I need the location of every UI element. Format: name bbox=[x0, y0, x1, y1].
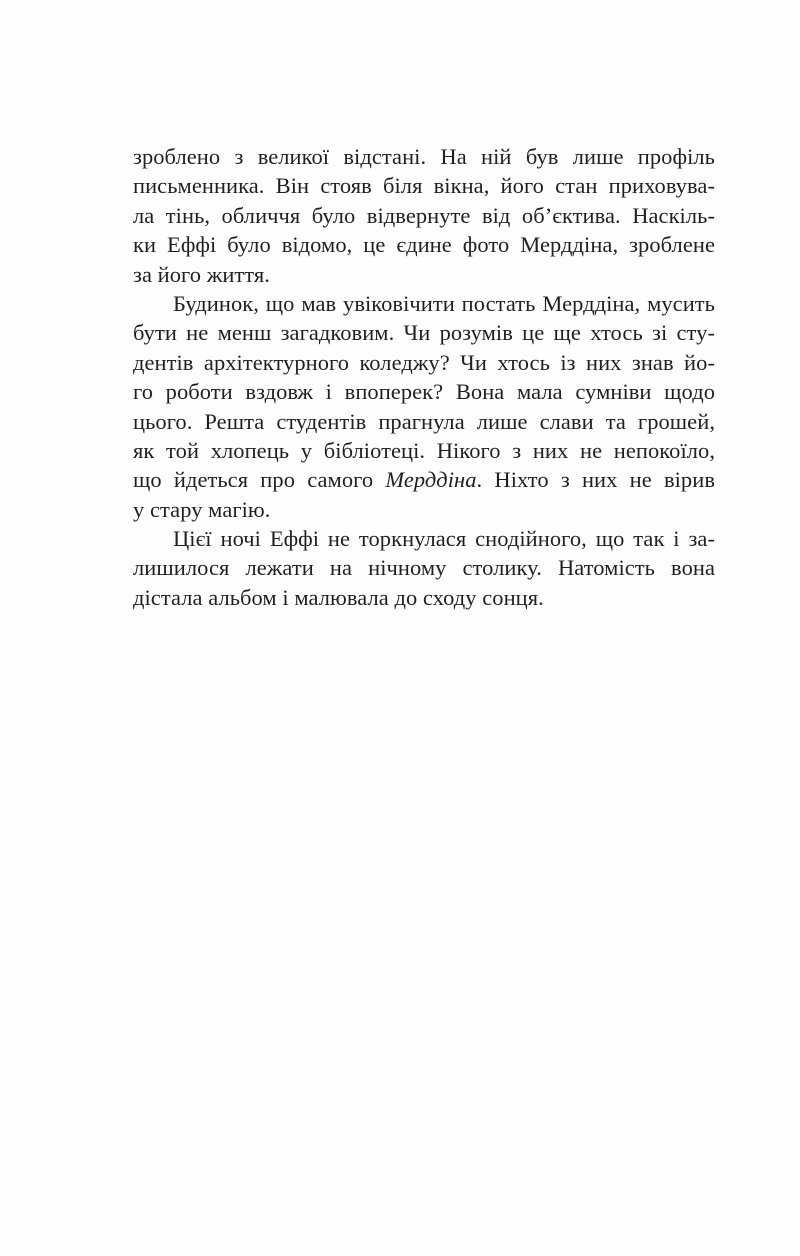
text-line: за його життя. bbox=[133, 261, 270, 287]
text-line-with-italic bbox=[133, 465, 715, 494]
text-line: ла тінь, обличчя було відвернуте від об’єктива. Наскіль- bbox=[133, 202, 715, 228]
text-line: лишилося лежати на нічному столику. Натомість вона bbox=[133, 555, 715, 581]
paragraph-3 bbox=[133, 524, 715, 612]
text-line: у стару магію. bbox=[133, 496, 271, 522]
book-page-text bbox=[133, 142, 715, 612]
paragraph-1 bbox=[133, 142, 715, 289]
text-line: як той хлопець у бібліотеці. Нікого з них не непокоїло, bbox=[133, 437, 715, 463]
paragraph-2 bbox=[133, 289, 715, 524]
text-line: Цієї ночі Еффі не торкнулася снодійного, що так і за- bbox=[173, 526, 715, 552]
text-line: дістала альбом і малювала до сходу сонця. bbox=[133, 584, 544, 610]
text-line: письменника. Він стояв біля вікна, його стан приховува- bbox=[133, 173, 715, 199]
text-line: ки Еффі було відомо, це єдине фото Мерддіна, зроблене bbox=[133, 232, 715, 258]
text-segment: . Ніхто з них не вірив bbox=[476, 467, 715, 493]
text-line: цього. Решта студентів прагнула лише слави та грошей, bbox=[133, 408, 715, 434]
text-line: го роботи вздовж і впоперек? Вона мала сумніви щодо bbox=[133, 379, 715, 405]
text-line: дентів архітектурного коледжу? Чи хтось із них знав йо- bbox=[133, 349, 715, 375]
text-segment: що йдеться про самого bbox=[133, 467, 386, 493]
text-line: бути не менш загадковим. Чи розумів це ще хтось зі сту- bbox=[133, 320, 715, 346]
text-line: зроблено з великої відстані. На ній був лише профіль bbox=[133, 144, 715, 169]
italic-name-merddin: Мерддіна bbox=[385, 467, 477, 493]
text-line: Будинок, що мав увіковічити постать Мерддіна, мусить bbox=[173, 290, 715, 316]
